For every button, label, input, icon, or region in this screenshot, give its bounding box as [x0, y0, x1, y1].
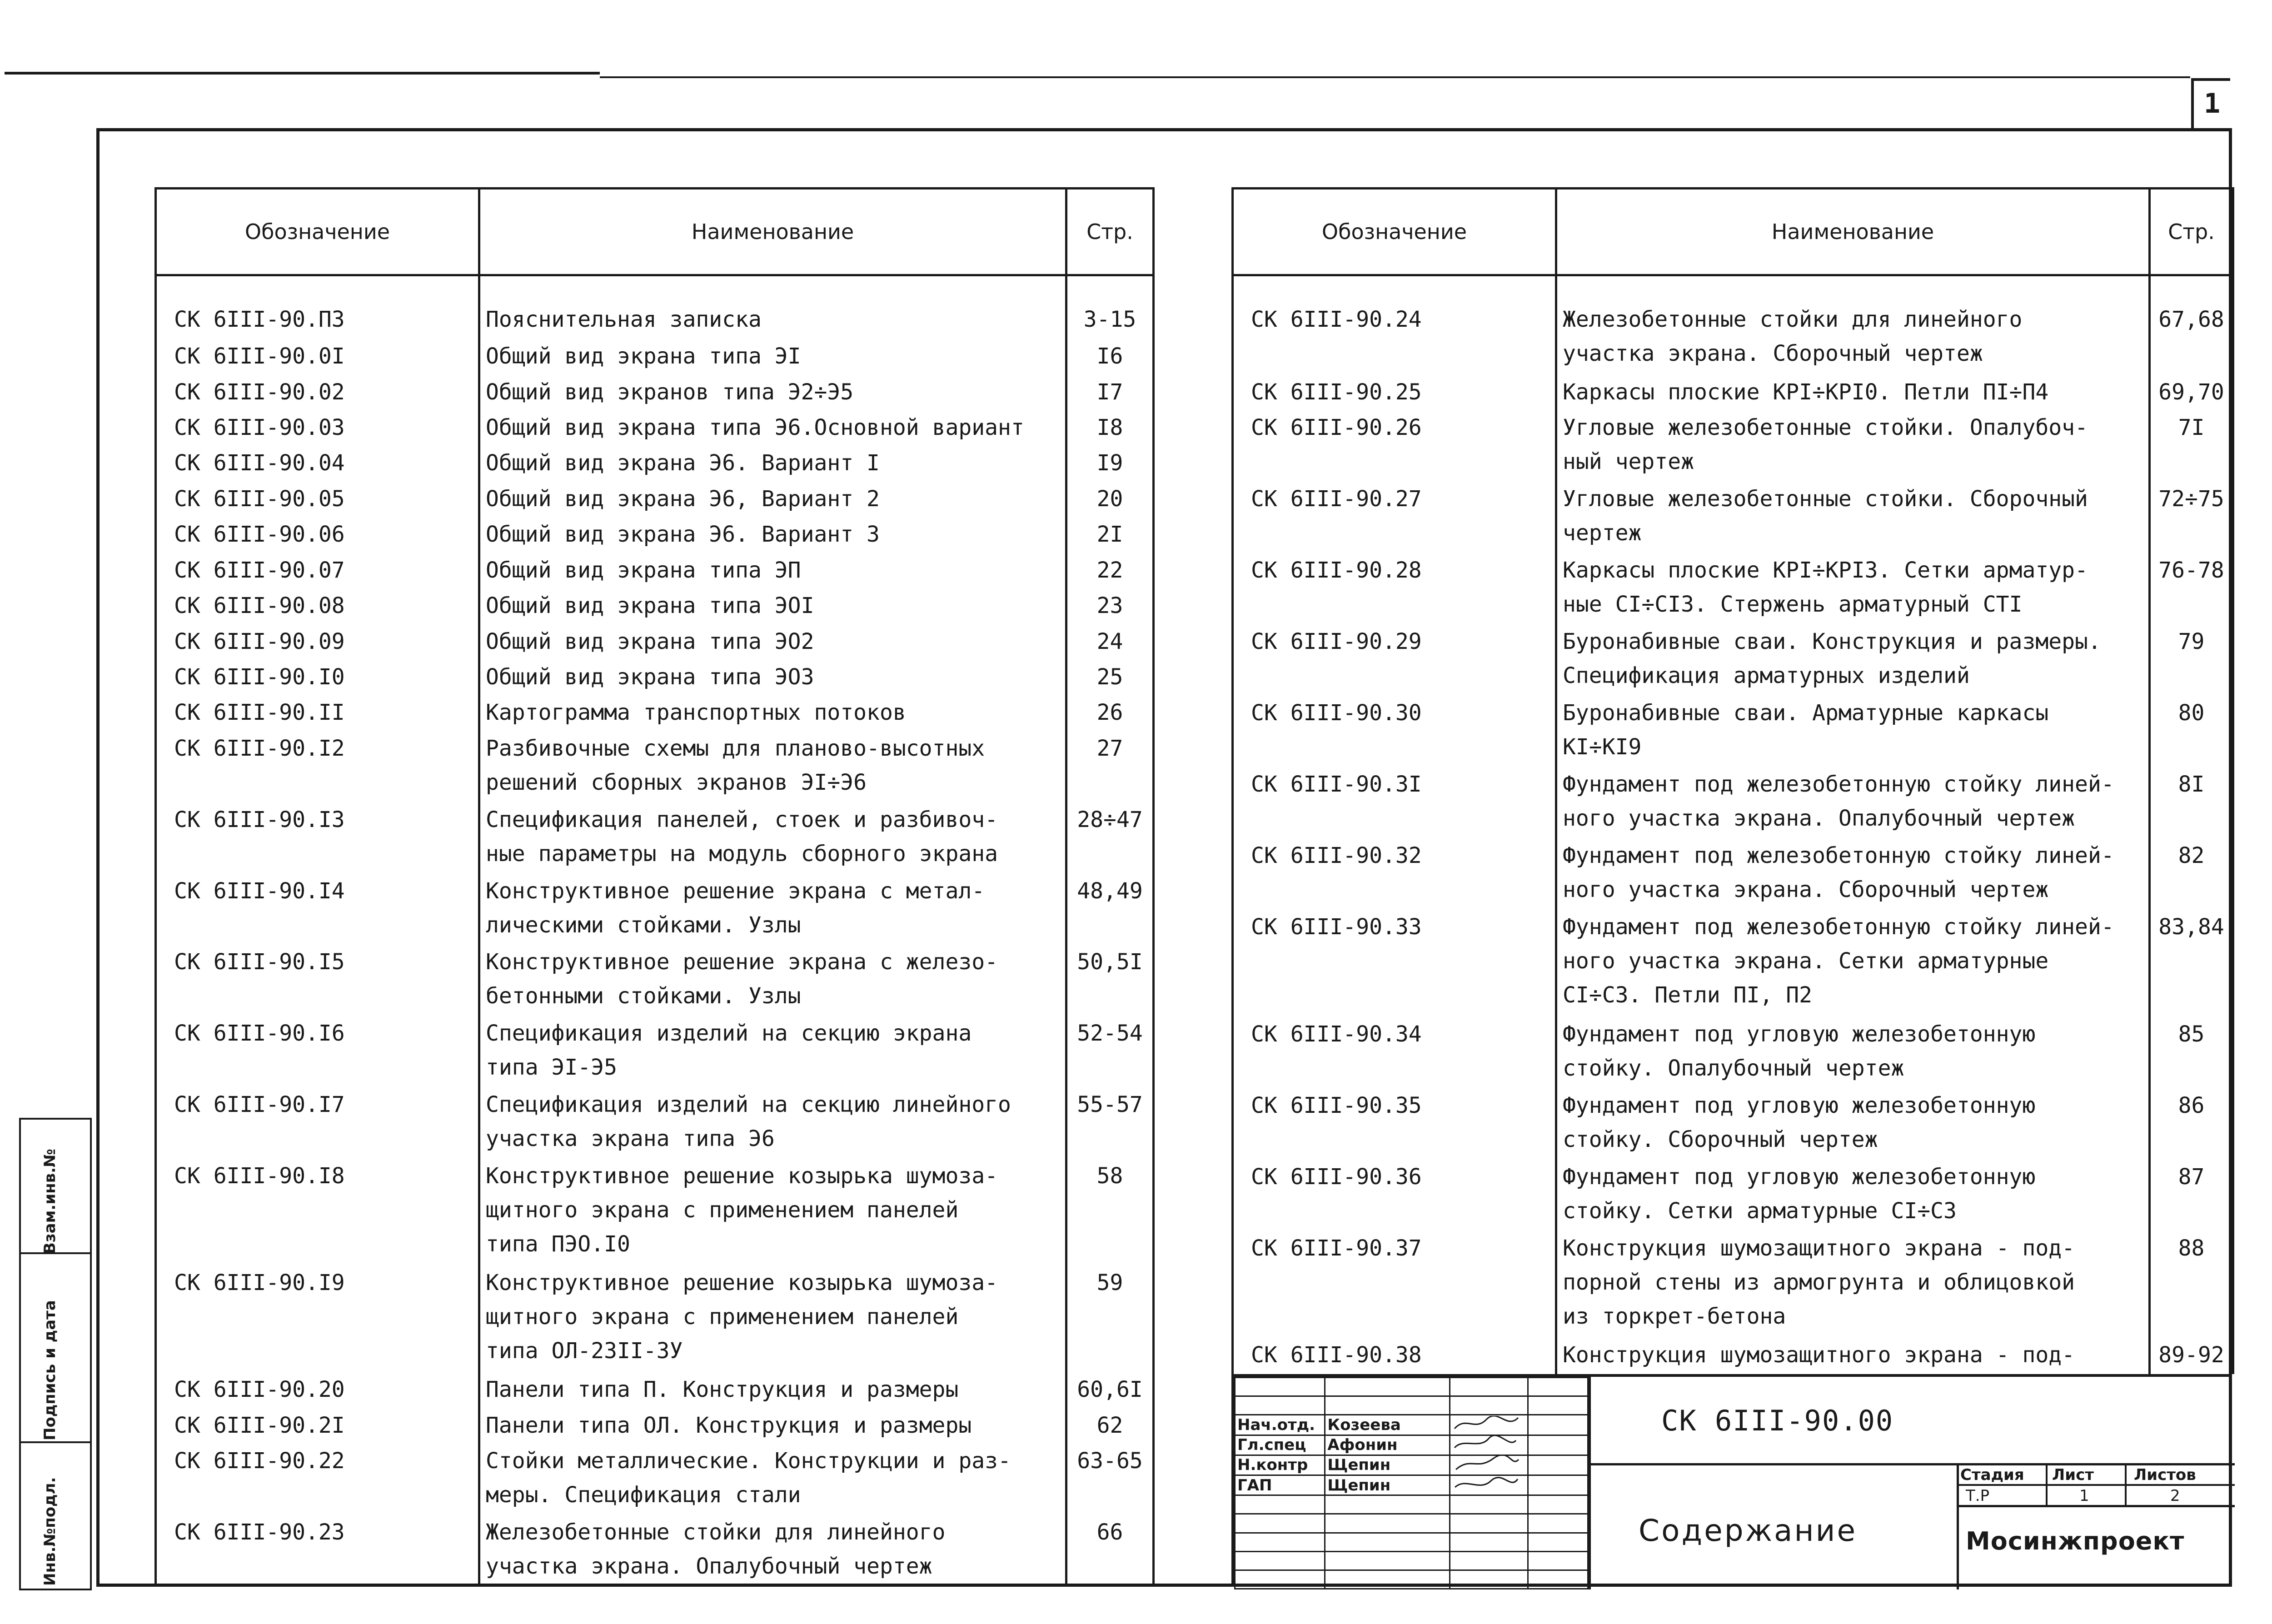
row-name-line: типа ЭI-Э5	[486, 1055, 617, 1081]
row-name-line: решений сборных экранов ЭI÷Э6	[486, 769, 867, 795]
row-name-line: Спецификация панелей, стоек и разбивоч-	[486, 807, 998, 832]
row-name-line: Буронабивные сваи. Конструкция и размеры.	[1563, 629, 2101, 655]
row-page: 62	[1066, 1409, 1154, 1444]
signer-name: Щепин	[1325, 1475, 1450, 1495]
table-row	[1233, 411, 2233, 482]
row-code: СК 6III-90.07	[156, 553, 479, 589]
row-code: СК 6III-90.36	[1233, 1160, 1556, 1231]
signer-row	[1235, 1475, 1588, 1495]
row-name-line: стойку. Сетки арматурные СI÷С3	[1563, 1198, 1957, 1224]
row-name-line: из торкрет-бетона	[1563, 1303, 1786, 1329]
row-code: СК 6III-90.08	[156, 589, 479, 624]
row-name	[1556, 375, 2150, 411]
header-name: Наименование	[1556, 189, 2150, 275]
table-row	[156, 482, 1154, 518]
signer-role: Н.контр	[1235, 1455, 1325, 1475]
row-code: СК 6III-90.33	[1233, 910, 1556, 1017]
row-name	[1556, 839, 2150, 910]
row-code: СК 6III-90.24	[1233, 275, 1556, 375]
row-name-line: ные СI÷СI3. Стержень арматурный СТI	[1563, 592, 2023, 618]
row-name-line: Разбивочные схемы для планово-высотных	[486, 735, 985, 761]
row-name	[479, 874, 1066, 946]
row-name-line: участка экрана типа Э6	[486, 1126, 775, 1152]
row-code: СК 6III-90.I7	[156, 1088, 479, 1159]
row-name-line: участка экрана. Сборочный чертеж	[1563, 341, 1983, 366]
row-name-line: ного участка экрана. Опалубочный чертеж	[1563, 806, 2075, 832]
row-code: СК 6III-90.20	[156, 1373, 479, 1408]
contents-table-right	[1231, 187, 2234, 1374]
table-row	[1233, 482, 2233, 553]
top-rule-right	[600, 76, 2190, 78]
row-name	[479, 732, 1066, 803]
row-name-line: бетонными стойками. Узлы	[486, 983, 801, 1009]
row-page: 88	[2150, 1231, 2233, 1339]
row-page: 63-65	[1066, 1444, 1154, 1515]
signature-icon	[1450, 1455, 1528, 1475]
row-page: I6	[1066, 339, 1154, 375]
organization-name: Мосинжпроект	[1966, 1527, 2185, 1555]
row-name-line: Буронабивные сваи. Арматурные каркасы	[1563, 700, 2049, 726]
row-name	[479, 1159, 1066, 1266]
row-code: СК 6III-90.22	[156, 1444, 479, 1515]
table-row	[156, 1266, 1154, 1373]
table-row	[156, 375, 1154, 411]
row-code: СК 6III-90.27	[1233, 482, 1556, 553]
row-code: СК 6III-90.0I	[156, 339, 479, 375]
row-name	[1556, 696, 2150, 767]
row-page: 79	[2150, 625, 2233, 696]
row-code: СК 6III-90.06	[156, 518, 479, 553]
stamp-divider-v	[1589, 1377, 1591, 1589]
binding-strip	[19, 1118, 92, 1590]
row-name-line: Общий вид экрана Э6. Вариант I	[486, 450, 880, 476]
signer-role: Гл.спец	[1235, 1435, 1325, 1455]
signer-name: Афонин	[1325, 1435, 1450, 1455]
header-name: Наименование	[479, 189, 1066, 275]
row-name-line: Каркасы плоские КРI÷КРI0. Петли ПI÷П4	[1563, 379, 2049, 405]
header-page: Стр.	[2150, 189, 2233, 275]
row-code: СК 6III-90.I9	[156, 1266, 479, 1373]
row-code: СК 6III-90.28	[1233, 553, 1556, 625]
signer-row	[1235, 1455, 1588, 1475]
signer-row	[1235, 1435, 1588, 1455]
row-name-line: Фундамент под железобетонную стойку линей-	[1563, 772, 2114, 797]
row-page: 66	[1066, 1515, 1154, 1587]
sheet-number: 1	[2191, 78, 2230, 131]
sheets-label: Листов	[2134, 1466, 2196, 1484]
row-code: СК 6III-90.ПЗ	[156, 275, 479, 340]
sheet-label: Лист	[2052, 1466, 2094, 1484]
row-name	[1556, 625, 2150, 696]
row-page: 87	[2150, 1160, 2233, 1231]
row-page: 83,84	[2150, 910, 2233, 1017]
stage-row-line-1	[1957, 1484, 2235, 1486]
signer-role: Нач.отд.	[1235, 1415, 1325, 1435]
row-name	[1556, 910, 2150, 1017]
row-code: СК 6III-90.04	[156, 446, 479, 482]
row-page: 55-57	[1066, 1088, 1154, 1159]
table-row	[156, 518, 1154, 553]
row-code: СК 6III-90.09	[156, 625, 479, 660]
row-page: 60,6I	[1066, 1373, 1154, 1408]
row-name	[479, 1373, 1066, 1408]
row-name-line: ного участка экрана. Сетки арматурные	[1563, 948, 2049, 974]
row-code: СК 6III-90.23	[156, 1515, 479, 1587]
sheets-value: 2	[2170, 1487, 2180, 1505]
row-code: СК 6III-90.I6	[156, 1016, 479, 1088]
row-name-line: Угловые железобетонные стойки. Опалубоч-	[1563, 415, 2088, 441]
row-page: 2I	[1066, 518, 1154, 553]
row-name	[479, 446, 1066, 482]
row-name	[479, 339, 1066, 375]
row-page: 25	[1066, 660, 1154, 696]
table-row	[156, 553, 1154, 589]
table-row	[1233, 767, 2233, 839]
row-page: 85	[2150, 1017, 2233, 1089]
row-page: 23	[1066, 589, 1154, 624]
row-name	[479, 1016, 1066, 1088]
table-row	[156, 625, 1154, 660]
row-code: СК 6III-90.30	[1233, 696, 1556, 767]
table-row	[1233, 1231, 2233, 1339]
row-code: СК 6III-90.I3	[156, 803, 479, 874]
row-name-line: Угловые железобетонные стойки. Сборочный	[1563, 486, 2088, 512]
row-name-line: Панели типа П. Конструкция и размеры	[486, 1377, 959, 1403]
row-page: 26	[1066, 696, 1154, 731]
row-name-line: Конструкция шумозащитного экрана - под-	[1563, 1342, 2075, 1368]
table-row	[156, 1444, 1154, 1515]
row-name-line: участка экрана. Опалубочный чертеж	[486, 1554, 932, 1579]
table-row	[156, 275, 1154, 340]
signer-row	[1235, 1415, 1588, 1435]
row-name-line: Спецификация изделий на секцию экрана	[486, 1021, 972, 1046]
row-name-line: Железобетонные стойки для линейного	[1563, 307, 2023, 332]
signer-name: Щепин	[1325, 1455, 1450, 1475]
table-row	[156, 945, 1154, 1016]
row-page: 24	[1066, 625, 1154, 660]
table-row	[156, 1088, 1154, 1159]
row-name	[479, 482, 1066, 518]
contents-table-left	[154, 187, 1155, 1587]
header-page: Стр.	[1066, 189, 1154, 275]
row-name-line: СI÷С3. Петли ПI, П2	[1563, 982, 1813, 1008]
row-name-line: ного участка экрана. Сборочный чертеж	[1563, 877, 2049, 903]
row-name	[1556, 553, 2150, 625]
table-row	[156, 874, 1154, 946]
table-row	[1233, 375, 2233, 411]
row-name-line: Фундамент под угловую железобетонную	[1563, 1021, 2036, 1047]
row-page: 58	[1066, 1159, 1154, 1266]
row-name	[479, 275, 1066, 340]
table-row	[156, 660, 1154, 696]
top-rule	[5, 72, 600, 75]
signature-icon	[1450, 1475, 1528, 1495]
row-name-line: КI÷КI9	[1563, 734, 1642, 760]
row-name	[479, 696, 1066, 731]
table-row	[156, 1515, 1154, 1587]
row-name-line: Железобетонные стойки для линейного	[486, 1519, 946, 1545]
row-page: 67,68	[2150, 275, 2233, 375]
table-row	[156, 803, 1154, 874]
table-row	[156, 446, 1154, 482]
stage-col-2	[2125, 1463, 2127, 1507]
table-row	[1233, 910, 2233, 1017]
row-name-line: Фундамент под угловую железобетонную	[1563, 1092, 2036, 1118]
row-name-line: ный чертеж	[1563, 449, 1694, 475]
row-page: 22	[1066, 553, 1154, 589]
table-row	[1233, 1089, 2233, 1160]
row-code: СК 6III-90.I5	[156, 945, 479, 1016]
row-name-line: типа ОЛ-23II-ЗУ	[486, 1338, 683, 1364]
row-code: СК 6III-90.I2	[156, 732, 479, 803]
row-name	[1556, 275, 2150, 375]
row-code: СК 6III-90.32	[1233, 839, 1556, 910]
row-code: СК 6III-90.II	[156, 696, 479, 731]
row-code: СК 6III-90.03	[156, 411, 479, 446]
row-name-line: Общий вид экрана Э6, Вариант 2	[486, 486, 880, 512]
row-name-line: Конструктивное решение козырька шумоза-	[486, 1163, 998, 1189]
row-name-line: Стойки металлические. Конструкции и раз-	[486, 1448, 1011, 1474]
row-name	[479, 375, 1066, 411]
row-name-line: Общий вид экрана типа ЭОI	[486, 593, 814, 619]
stage-label: Стадия	[1960, 1466, 2024, 1484]
row-code: СК 6III-90.I8	[156, 1159, 479, 1266]
row-name-line: щитного экрана с применением панелей	[486, 1304, 959, 1330]
row-page: 8I	[2150, 767, 2233, 839]
signature-icon	[1450, 1435, 1528, 1455]
row-name-line: щитного экрана с применением панелей	[486, 1197, 959, 1223]
row-code: СК 6III-90.29	[1233, 625, 1556, 696]
table-row	[1233, 696, 2233, 767]
row-name-line: Общий вид экрана Э6. Вариант 3	[486, 522, 880, 548]
signature-icon	[1450, 1415, 1528, 1435]
stage-col-1	[2046, 1463, 2048, 1507]
row-name-line: чертеж	[1563, 520, 1642, 546]
row-code: СК 6III-90.02	[156, 375, 479, 411]
row-name-line: Спецификация изделий на секцию линейного	[486, 1092, 1011, 1118]
strip-label-inv: Инв.№подл.	[41, 1477, 59, 1586]
row-page: 80	[2150, 696, 2233, 767]
table-row	[156, 589, 1154, 624]
row-name-line: Панели типа ОЛ. Конструкция и размеры	[486, 1412, 972, 1438]
row-page: 7I	[2150, 411, 2233, 482]
table-row	[156, 1409, 1154, 1444]
stage-row-line-2	[1957, 1505, 2235, 1507]
row-page: 20	[1066, 482, 1154, 518]
row-name-line: Фундамент под железобетонную стойку линей-	[1563, 843, 2114, 869]
row-code: СК 6III-90.38	[1233, 1338, 1556, 1374]
row-page: 3-15	[1066, 275, 1154, 340]
row-name	[1556, 1231, 2150, 1339]
table-row	[156, 696, 1154, 731]
row-name-line: стойку. Сборочный чертеж	[1563, 1126, 1878, 1152]
row-page: 86	[2150, 1089, 2233, 1160]
row-name-line: Фундамент под угловую железобетонную	[1563, 1164, 2036, 1190]
row-code: СК 6III-90.2I	[156, 1409, 479, 1444]
table-row	[1233, 1160, 2233, 1231]
table-row	[156, 732, 1154, 803]
row-name	[479, 1088, 1066, 1159]
row-name-line: Каркасы плоские КРI÷КРI3. Сетки арматур-	[1563, 558, 2088, 583]
row-page: 27	[1066, 732, 1154, 803]
row-page: 52-54	[1066, 1016, 1154, 1088]
table-row	[1233, 839, 2233, 910]
row-name-line: Конструктивное решение экрана с метал-	[486, 878, 985, 904]
table-row	[1233, 1338, 2233, 1374]
row-code: СК 6III-90.34	[1233, 1017, 1556, 1089]
row-name	[479, 945, 1066, 1016]
row-page: I9	[1066, 446, 1154, 482]
row-name-line: лическими стойками. Узлы	[486, 912, 801, 938]
row-name-line: Общий вид экрана типа ЭО2	[486, 628, 814, 654]
row-name-line: Общий вид экранов типа Э2÷Э5	[486, 379, 854, 405]
strip-label-replace: Взам.инв.№	[41, 1149, 59, 1254]
stamp-divider-h	[1589, 1463, 2235, 1465]
row-name	[1556, 1338, 2150, 1374]
table-row	[156, 1016, 1154, 1088]
table-row	[1233, 275, 2233, 375]
table-row	[156, 411, 1154, 446]
table-row	[156, 1373, 1154, 1408]
row-name	[1556, 1017, 2150, 1089]
stage-box-left	[1957, 1463, 1959, 1589]
row-name-line: стойку. Опалубочный чертеж	[1563, 1055, 1904, 1081]
row-page: 28÷47	[1066, 803, 1154, 874]
header-code: Обозначение	[156, 189, 479, 275]
row-name	[479, 803, 1066, 874]
stage-value: Т.Р	[1966, 1487, 1990, 1505]
strip-label-sign: Подпись и дата	[41, 1300, 59, 1440]
row-code: СК 6III-90.05	[156, 482, 479, 518]
row-name	[479, 553, 1066, 589]
row-name-line: Общий вид экрана типа ЭО3	[486, 664, 814, 690]
row-name-line: Картограмма транспортных потоков	[486, 700, 906, 726]
title-block	[1231, 1374, 2232, 1587]
row-name-line: меры. Спецификация стали	[486, 1482, 801, 1508]
row-name-line: ные параметры на модуль сборного экрана	[486, 841, 998, 867]
document-title: Содержание	[1639, 1513, 1858, 1548]
row-code: СК 6III-90.35	[1233, 1089, 1556, 1160]
row-name-line: Фундамент под железобетонную стойку линей-	[1563, 914, 2114, 940]
row-page: I7	[1066, 375, 1154, 411]
row-name	[479, 518, 1066, 553]
row-code: СК 6III-90.26	[1233, 411, 1556, 482]
row-name	[479, 1409, 1066, 1444]
row-name	[479, 589, 1066, 624]
table-row	[156, 339, 1154, 375]
row-code: СК 6III-90.3I	[1233, 767, 1556, 839]
signer-role: ГАП	[1235, 1475, 1325, 1495]
row-page: I8	[1066, 411, 1154, 446]
row-page: 76-78	[2150, 553, 2233, 625]
row-name	[1556, 482, 2150, 553]
row-code: СК 6III-90.25	[1233, 375, 1556, 411]
row-name-line: Конструктивное решение козырька шумоза-	[486, 1270, 998, 1296]
row-code: СК 6III-90.I0	[156, 660, 479, 696]
table-row	[1233, 553, 2233, 625]
sheet-value: 1	[2079, 1487, 2089, 1505]
table-row	[1233, 1017, 2233, 1089]
row-name	[479, 1515, 1066, 1587]
row-page: 50,5I	[1066, 945, 1154, 1016]
row-name	[479, 411, 1066, 446]
row-name-line: Общий вид экрана типа ЭI	[486, 344, 801, 369]
row-code: СК 6III-90.I4	[156, 874, 479, 946]
row-page: 59	[1066, 1266, 1154, 1373]
row-page: 82	[2150, 839, 2233, 910]
header-code: Обозначение	[1233, 189, 1556, 275]
row-name	[1556, 767, 2150, 839]
row-name	[1556, 411, 2150, 482]
row-name-line: Спецификация арматурных изделий	[1563, 663, 1970, 689]
signers-grid	[1234, 1377, 1589, 1589]
row-name-line: типа ПЭО.I0	[486, 1231, 630, 1257]
row-page: 69,70	[2150, 375, 2233, 411]
row-name-line: порной стены из армогрунта и облицовкой	[1563, 1269, 2075, 1295]
row-code: СК 6III-90.37	[1233, 1231, 1556, 1339]
table-row	[1233, 625, 2233, 696]
row-name-line: Конструктивное решение экрана с железо-	[486, 949, 998, 975]
signer-name: Козеева	[1325, 1415, 1450, 1435]
table-row	[156, 1159, 1154, 1266]
row-name	[479, 660, 1066, 696]
row-name-line: Пояснительная записка	[486, 307, 762, 332]
row-name	[1556, 1089, 2150, 1160]
row-name	[479, 1444, 1066, 1515]
row-name	[479, 625, 1066, 660]
row-name-line: Общий вид экрана типа ЭП	[486, 557, 801, 583]
row-page: 48,49	[1066, 874, 1154, 946]
row-page: 89-92	[2150, 1338, 2233, 1374]
row-name-line: Общий вид экрана типа Э6.Основной вариант	[486, 415, 1024, 441]
row-name	[479, 1266, 1066, 1373]
row-name-line: Конструкция шумозащитного экрана - под-	[1563, 1235, 2075, 1261]
document-code: СК 6III-90.00	[1661, 1404, 1894, 1437]
row-name	[1556, 1160, 2150, 1231]
row-page: 72÷75	[2150, 482, 2233, 553]
